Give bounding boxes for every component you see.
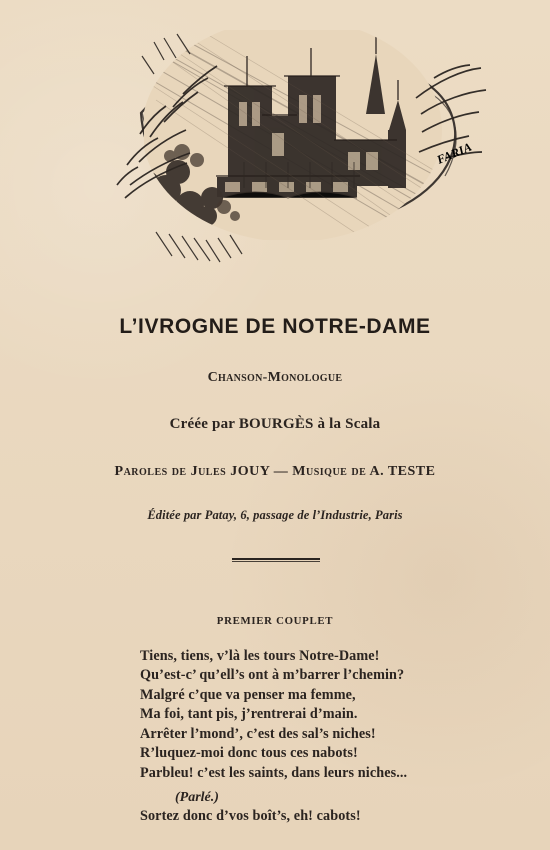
- lyric-line: Tiens, tiens, v’là les tours Notre-Dame!: [140, 648, 380, 664]
- section-divider: [232, 558, 320, 563]
- credits-line: Paroles de Jules JOUY — Musique de A. TESTE: [114, 464, 436, 479]
- creator-line: Créée par BOURGÈS à la Scala: [169, 416, 381, 432]
- illustrator-signature: FARIA: [434, 139, 474, 167]
- couplet-heading: PREMIER COUPLET: [216, 615, 334, 627]
- lyric-line: R’luquez-moi donc tous ces nabots!: [140, 745, 358, 761]
- lyric-line: Ma foi, tant pis, j’rentrerai d’main.: [140, 706, 358, 722]
- page-title: L’IVROGNE DE NOTRE-DAME: [119, 315, 431, 338]
- lyric-line: Parbleu! c’est les saints, dans leurs niches...: [140, 765, 408, 781]
- song-type: Chanson-Monologue: [207, 370, 343, 385]
- lyric-line: Arrêter l’mond’, c’est des sal’s niches!: [140, 726, 376, 742]
- lyric-line: Malgré c’que va penser ma femme,: [140, 687, 356, 703]
- spoken-label: (Parlé.): [175, 790, 219, 805]
- publisher-line: Éditée par Patay, 6, passage de l’Industrie, Paris: [147, 508, 403, 522]
- spoken-line: Sortez donc d’vos boît’s, eh! cabots!: [140, 808, 361, 824]
- lyric-line: Qu’est-c’ qu’ell’s ont à m’barrer l’chemin?: [140, 667, 405, 683]
- notre-dame-illustration: [72, 12, 492, 287]
